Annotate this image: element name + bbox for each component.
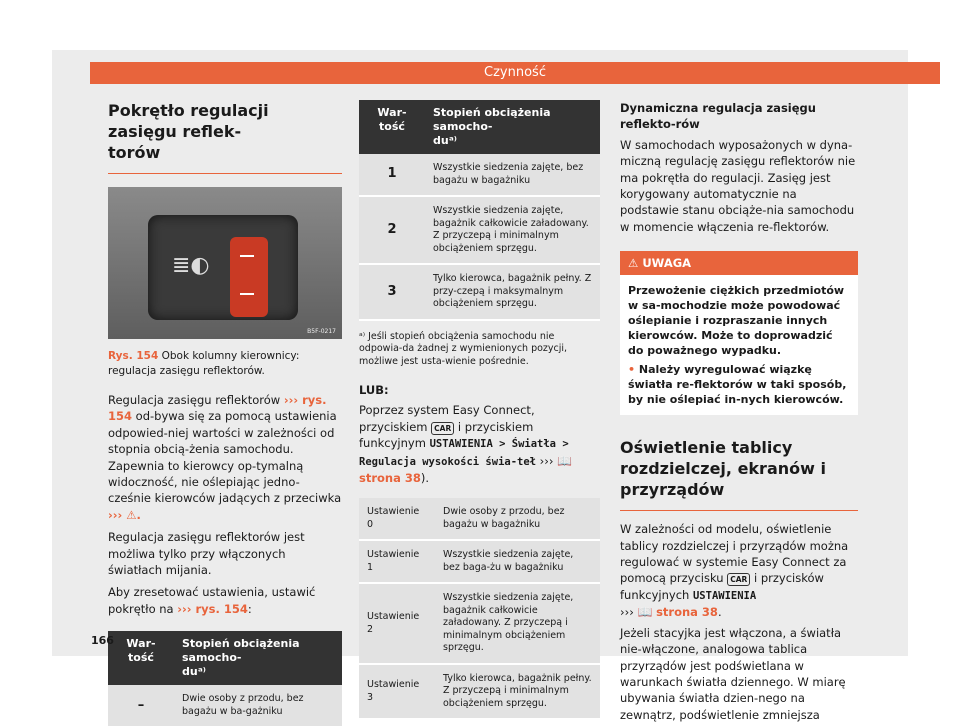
text: od-bywa się za pomocą ustawienia odpowied-niej wartości w zależności od stopnia obcią-żenia samochodu. Zapewnia to kierowcy op-tymalną widoczność, nie oślepiając jedno-cześnie kierowców jadących z przeciwka [108, 409, 342, 506]
table-row [359, 583, 600, 664]
table-cell-desc: Wszystkie siedzenia zajęte, bez bagażu w bagażniku [425, 154, 600, 196]
table-row [359, 498, 600, 540]
table-header-value: War- tość [359, 100, 425, 154]
table-cell-value: Ustawienie 3 [359, 664, 435, 720]
section-heading: Oświetlenie tablicy rozdzielczej, ekranów i przyrządów [620, 438, 826, 500]
text: ). [420, 471, 430, 486]
table-cell-value: Ustawienie 0 [359, 498, 435, 540]
figure-link[interactable]: ››› rys. 154 [177, 601, 248, 616]
table-row [108, 685, 342, 727]
page-link[interactable]: strona 38 [359, 471, 421, 486]
section-heading: Pokrętło regulacji zasięgu reflek- torów [108, 101, 269, 162]
figure-caption [108, 349, 342, 378]
text: W zależności od modelu, oświetlenie tablicy rozdzielczej i przyrządów można regulować w systemie Easy Connect za pomocą przycisku [620, 522, 849, 586]
table-cell-value: Ustawienie 2 [359, 583, 435, 664]
text: : [247, 601, 252, 616]
column-right [620, 100, 858, 723]
car-button-icon: CAR [727, 573, 750, 586]
load-table [108, 631, 342, 728]
table-row [359, 540, 600, 583]
table-cell-value: 2 [359, 196, 425, 264]
figure-link[interactable]: ››› rys. 154 [108, 393, 327, 424]
table-cell-value: – [108, 685, 174, 727]
table-cell-desc: Wszystkie siedzenia zajęte, bagażnik całkowicie załadowany. Z przyczepą i minimalnym obciążeniem sprzęgu. [425, 196, 600, 264]
table-cell-value: 3 [359, 264, 425, 320]
range-knob [230, 237, 268, 317]
page-link[interactable]: strona 38 [656, 605, 718, 620]
table-header-load: Stopień obciążenia samocho- duᵃ⁾ [425, 100, 600, 154]
headlight-icon: ≣◐ [172, 253, 210, 278]
section-banner: Czynność [90, 62, 940, 84]
paragraph [108, 584, 342, 617]
table-cell-desc: Tylko kierowca, bagażnik pełny. Z przy-czepą i maksymalnym obciążeniem sprzęgu. [425, 264, 600, 320]
column-middle [359, 100, 600, 720]
menu-path: USTAWIENIA > Światła > Regulacja wysokości świa-teł [359, 438, 569, 468]
table-cell-value: 1 [359, 154, 425, 196]
paragraph: Regulacja zasięgu reflektorów jest możliwa tylko przy włączonych światłach mijania. [108, 530, 305, 578]
warning-icon: ⚠ [628, 256, 639, 271]
headlight-range-knob-photo [108, 187, 342, 339]
table-cell-desc: Wszystkie siedzenia zajęte, bez baga-żu w bagażniku [435, 540, 600, 583]
book-icon: 📖 [637, 605, 653, 620]
table-cell-desc: Dwie osoby z przodu, bez bagażu w ba-gażniku [174, 685, 342, 727]
load-table-continued [359, 100, 600, 321]
book-icon: 📖 [557, 453, 573, 468]
table-row [359, 664, 600, 720]
paragraph [359, 402, 600, 486]
warning-body [620, 275, 858, 415]
warning-box [620, 251, 858, 415]
warning-text: Przewożenie ciężkich przedmiotów w sa-mochodzie może powodować oślepianie i rozpraszanie innych kierowców. Może to doprowadzić do poważnego wypadku. [628, 284, 845, 358]
text: . [717, 605, 722, 620]
column-left [108, 100, 342, 728]
text: Aby zresetować ustawienia, ustawić pokrętło na [108, 585, 316, 616]
table-row [359, 196, 600, 264]
paragraph: Jeżeli stacyjka jest włączona, a światła nie-włączone, analogowa tablica przyrządów jest podświetlana w warunkach światła dziennego. W miarę ubywania światła dzien-nego na zewnątrz, podświetlenie zmniejsza [620, 625, 846, 722]
table-row [359, 154, 600, 196]
knob-tick [240, 293, 254, 295]
warning-bullet [628, 362, 850, 407]
paragraph [108, 392, 342, 523]
footnote: ᵃ⁾ Jeśli stopień obciążenia samochodu nie odpowia-da żadnej z wymienionych pozycji, możliwe jest usta-wienie pośrednie. [359, 330, 568, 367]
page-number: 166 [91, 634, 114, 647]
table-header-load: Stopień obciążenia samocho- duᵃ⁾ [174, 631, 342, 685]
text: Poprzez system Easy Connect, przyciskiem [359, 403, 535, 434]
settings-table [359, 498, 600, 720]
photo-panel [148, 215, 298, 320]
text: i przycisków funkcyjnych [620, 571, 824, 602]
paragraph: W samochodach wyposażonych w dyna-miczną regulację zasięgu reflektorów nie ma pokrętła do regulacji. Zasięg jest korygowany automatycznie na podstawie stanu obciąże-nia samochodu w momencie włączenia re-flektorów. [620, 137, 856, 234]
warning-header [620, 251, 858, 275]
warning-title: UWAGA [642, 256, 692, 271]
photo-code: B5F-0217 [307, 328, 336, 335]
text: i przyciskiem funkcyjnym [359, 419, 534, 451]
table-row [359, 264, 600, 320]
menu-path: USTAWIENIA [692, 589, 757, 602]
table-header-value: War- tość [108, 631, 174, 685]
bullet-icon: • [628, 363, 636, 377]
heading-rule [108, 173, 342, 174]
table-cell-desc: Wszystkie siedzenia zajęte, bagażnik całkowicie załadowany. Z przyczepą i minimalnym obciążeniem sprzęgu. [435, 583, 600, 664]
subheading: Dynamiczna regulacja zasięgu reflekto-rów [620, 101, 816, 132]
knob-tick [240, 255, 254, 257]
heading-rule [620, 510, 858, 511]
paragraph [620, 521, 858, 620]
text: Regulacja zasięgu reflektorów [108, 393, 284, 407]
table-cell-desc: Dwie osoby z przodu, bez bagażu w bagażniku [435, 498, 600, 540]
table-cell-value: Ustawienie 1 [359, 540, 435, 583]
car-button-icon: CAR [431, 422, 454, 435]
lub-label: LUB: [359, 383, 389, 397]
caption-text: Obok kolumny kierownicy: regulacja zasięgu reflektorów. [108, 350, 300, 377]
warning-text: Należy wyregulować wiązkę światła re-flektorów w taki sposób, by nie oślepiać in-nych kierowców. [628, 363, 847, 407]
table-cell-desc: Tylko kierowca, bagażnik pełny. Z przyczepą i minimalnym obciążeniem sprzęgu. [435, 664, 600, 720]
warning-link[interactable]: ››› ⚠. [108, 507, 141, 522]
text: ››› [620, 605, 638, 620]
caption-label: Rys. 154 [108, 350, 159, 362]
text: ››› [536, 453, 558, 468]
